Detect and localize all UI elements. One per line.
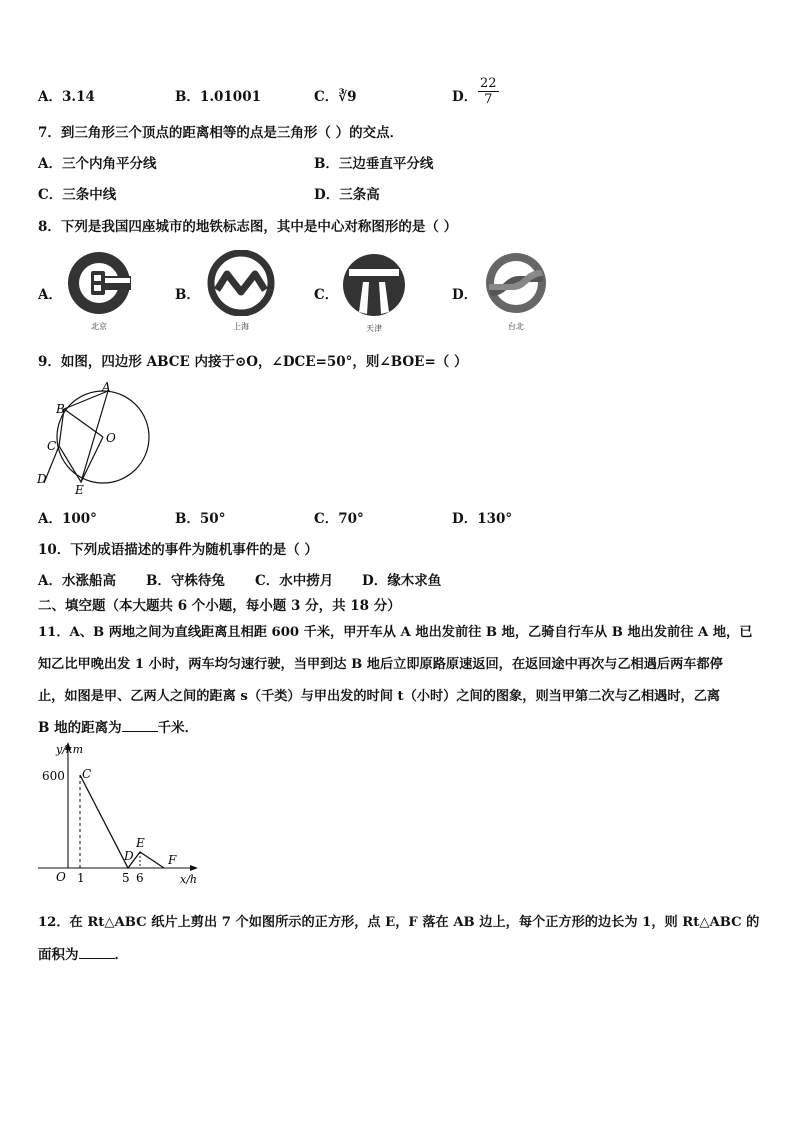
- q12-line-2-post: ．: [114, 947, 128, 963]
- q11-line-2: 知乙比甲晚出发 1 小时，两车均匀速行驶，当甲到达 B 地后立即原路原速返回，在返回途中再次与乙相遇后两车都停: [38, 657, 723, 672]
- q8-caption-tianjin: 天津: [366, 324, 382, 333]
- graph-y-tick-600: 600: [42, 769, 65, 783]
- taipei-metro-logo-icon: [483, 250, 549, 316]
- q6-option-d: D．: [452, 89, 478, 105]
- q7-option-b: B．三边垂直平分线: [314, 156, 434, 172]
- q6-option-d-fraction: [478, 76, 499, 107]
- q10-option-b: B．守株待兔: [146, 573, 225, 589]
- q11-distance-time-graph: [36, 740, 206, 890]
- beijing-subway-logo-icon: [66, 250, 132, 316]
- fraction-denominator: 7: [484, 92, 493, 107]
- section-heading-fill-blank: 二、填空题（本大题共 6 个小题，每小题 3 分，共 18 分）: [38, 598, 401, 614]
- q6-option-a: A．3.14: [38, 89, 95, 105]
- q9-label-d: D: [37, 472, 47, 486]
- q7-option-c: C．三条中线: [38, 187, 117, 203]
- fraction-numerator: 22: [480, 76, 497, 91]
- tianjin-subway-logo-icon: [341, 252, 407, 318]
- q12-line-2-pre: 面积为: [38, 947, 79, 963]
- shanghai-subway-logo-icon: [207, 250, 275, 316]
- graph-point-f: F: [168, 853, 177, 867]
- q9-label-a: A: [102, 380, 111, 394]
- q10-option-c: C．水中捞月: [255, 573, 334, 589]
- q7-stem: 7．到三角形三个顶点的距离相等的点是三角形（ ）的交点．: [38, 125, 404, 141]
- q10-option-d: D．缘木求鱼: [362, 573, 442, 589]
- q6-option-b: B．1.01001: [175, 89, 261, 105]
- q7-option-a: A．三个内角平分线: [38, 156, 157, 172]
- graph-y-axis-label: y/km: [56, 743, 84, 756]
- q12-line-2: [38, 946, 128, 964]
- q9-option-d: D．130°: [452, 511, 513, 527]
- q9-option-c: C．70°: [314, 511, 364, 527]
- graph-point-e: E: [136, 836, 145, 850]
- graph-x-tick-6: 6: [136, 871, 144, 885]
- q9-stem: 9．如图，四边形 ABCE 内接于⊙O，∠DCE=50°，则∠BOE=（ ）: [38, 354, 468, 370]
- q8-caption-beijing: 北京: [91, 322, 107, 331]
- q11-line-4-pre: B 地的距离为: [38, 720, 122, 736]
- q8-caption-taipei: 台北: [508, 322, 524, 331]
- q11-line-3: 止，如图是甲、乙两人之间的距离 s（千类）与甲出发的时间 t（小时）之间的图象，则当甲第二次与乙相遇时，乙离: [38, 689, 721, 704]
- graph-point-c: C: [82, 767, 92, 781]
- answer-blank: [79, 946, 115, 959]
- graph-x-tick-5: 5: [122, 871, 130, 885]
- q9-label-b: B: [56, 402, 65, 416]
- q10-option-a: A．水涨船高: [38, 573, 116, 589]
- q9-label-c: C: [47, 439, 57, 453]
- q11-line-4-post: 千米．: [157, 720, 199, 736]
- graph-x-axis-label: x/h: [180, 873, 197, 886]
- graph-x-tick-1: 1: [77, 871, 85, 885]
- q8-stem: 8．下列是我国四座城市的地铁标志图，其中是中心对称图形的是（ ）: [38, 219, 458, 235]
- q8-option-c-letter: C．: [314, 287, 339, 303]
- q9-label-e: E: [75, 483, 84, 497]
- answer-blank: [122, 719, 158, 732]
- q10-stem: 10．下列成语描述的事件为随机事件的是（ ）: [38, 542, 318, 558]
- q11-line-1: 11．A、B 两地之间为直线距离且相距 600 千米，甲开车从 A 地出发前往 B 地，乙骑自行车从 B 地出发前往 A 地，已: [38, 625, 753, 640]
- q9-option-a: A．100°: [38, 511, 97, 527]
- graph-origin-label: O: [56, 870, 66, 884]
- q8-option-d-letter: D．: [452, 287, 478, 303]
- q6-option-c: C．∛9: [314, 89, 357, 105]
- q8-option-b-letter: B．: [175, 287, 200, 303]
- graph-point-d: D: [124, 849, 134, 863]
- q11-line-4: [38, 719, 198, 737]
- q9-label-o: O: [106, 431, 116, 445]
- q9-option-b: B．50°: [175, 511, 226, 527]
- q8-caption-shanghai: 上海: [233, 322, 249, 331]
- q9-circle-figure: [36, 380, 156, 500]
- q8-option-a-letter: A．: [38, 287, 62, 303]
- q7-option-d: D．三条高: [314, 187, 380, 203]
- q12-line-1: 12．在 Rt△ABC 纸片上剪出 7 个如图所示的正方形，点 E，F 落在 AB 边上，每个正方形的边长为 1，则 Rt△ABC 的: [38, 915, 760, 930]
